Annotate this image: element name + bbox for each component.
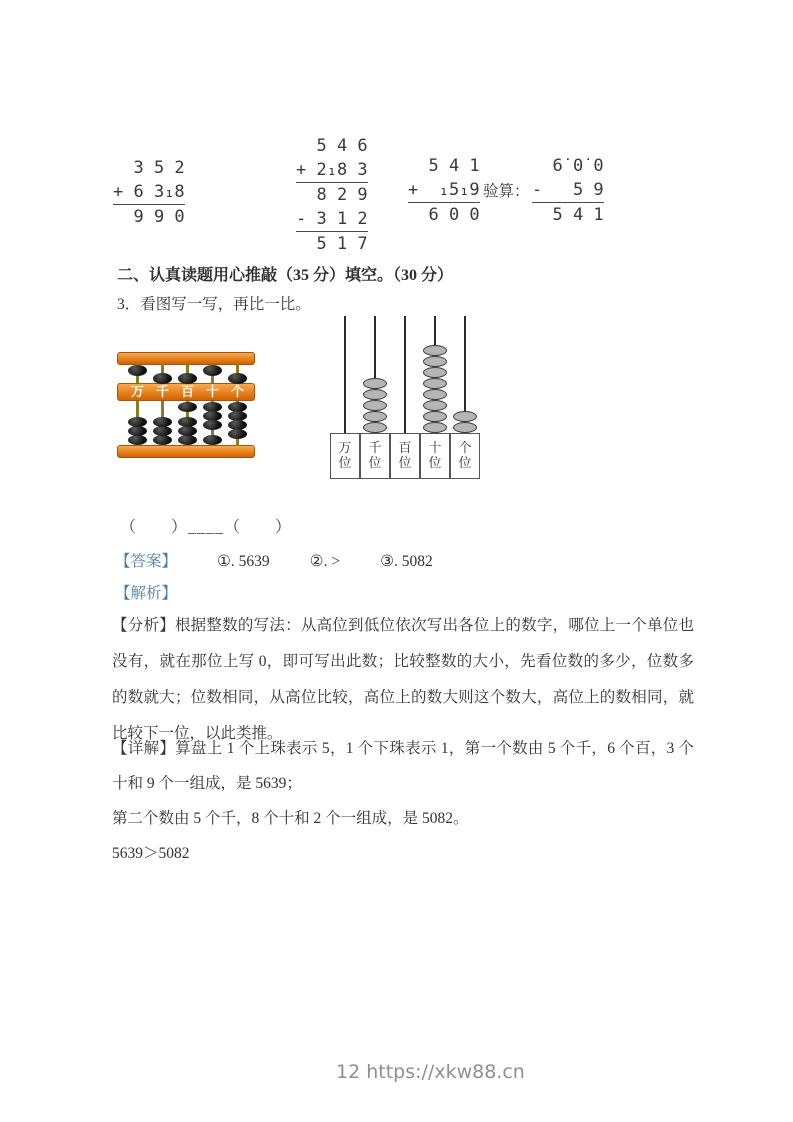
rack-rod: [404, 316, 406, 433]
place-value-box-1: [330, 433, 360, 479]
arithmetic-row: + 2₁8 3: [296, 158, 368, 183]
arithmetic-row: 5 1 7: [296, 234, 368, 254]
beam-label-1: 万: [130, 384, 144, 399]
lower-bead-rest: [203, 435, 222, 445]
place-value-box-char: 十: [428, 440, 442, 455]
answer-label: 【答案】: [115, 553, 178, 570]
beam-label-5: 个: [230, 384, 244, 399]
rack-bead: [423, 389, 447, 400]
arithmetic-row: + ₁5₁9: [408, 178, 480, 203]
place-value-box-char: 位: [458, 455, 472, 470]
beam-label-3: 百: [180, 384, 194, 399]
place-value-box-5: [450, 433, 480, 479]
beam-label-2: 千: [155, 384, 169, 399]
section-heading: 二、认真读题用心推敲（35 分）填空。（30 分）: [117, 267, 454, 284]
arithmetic-row: 5 4 6: [296, 136, 368, 156]
place-value-box-char: 位: [338, 455, 352, 470]
vertical-arithmetic-352-plus-638: [113, 156, 185, 229]
rack-rod: [344, 316, 346, 433]
lower-bead-rest: [128, 426, 147, 436]
rack-bead: [423, 400, 447, 411]
detail-line: 第二个数由 5 个千，8 个十和 2 个一组成，是 5082。: [112, 810, 469, 827]
arithmetic-row: 8 2 9: [296, 185, 368, 205]
vertical-arithmetic-600-minus-59-check: [532, 154, 604, 227]
suanpan-abacus-image: [117, 352, 255, 459]
lower-bead-up: [228, 429, 247, 439]
upper-bead: [153, 373, 172, 384]
detail-line: 【详解】算盘上 1 个上珠表示 5，1 个下珠表示 1，第一个数由 5 个千，6 个百，3 个十和 9 个一组成，是 5639；: [112, 740, 694, 792]
rack-bead: [423, 356, 447, 367]
place-value-rack-image: [330, 316, 482, 480]
rack-bead: [453, 422, 477, 433]
vertical-arithmetic-541-plus-59: [408, 154, 480, 227]
place-value-box-char: 位: [428, 455, 442, 470]
place-value-box-char: 个: [458, 440, 472, 455]
arithmetic-row: - 5 9: [532, 178, 604, 203]
answer-item-3: ③. 5082: [380, 553, 433, 570]
arithmetic-row: 5 4 1: [408, 156, 480, 176]
lower-bead-rest: [153, 417, 172, 427]
abacus-bottom-bar: [117, 445, 255, 458]
place-value-box-char: 位: [368, 455, 382, 470]
analysis-paragraph: 【分析】根据整数的写法：从高位到低位依次写出各位上的数字，哪位上一个单位也没有，就在那位上写 0，即可写出此数；比较整数的大小，先看位数的多少，位数多的数就大；位数相同，从高位比较，高位上的数大则这个数大，高位上的数相同，就比较下一位，以此类推。: [112, 617, 694, 742]
lower-bead-rest: [128, 435, 147, 445]
rack-bead: [363, 400, 387, 411]
rack-bead: [423, 345, 447, 356]
detail-section: [112, 731, 694, 871]
footer-page-url: 12 https://xkw88.cn: [336, 1061, 525, 1083]
vertical-arithmetic-546-plus-283-minus-312: [296, 134, 368, 256]
arithmetic-row: + 6 3₁8: [113, 180, 185, 205]
arithmetic-row: 6̇ 0̇ 0: [532, 156, 604, 176]
upper-bead: [228, 373, 247, 384]
rack-bead: [363, 389, 387, 400]
rack-bead: [423, 411, 447, 422]
upper-bead: [128, 365, 147, 376]
place-value-box-2: [360, 433, 390, 479]
place-value-box-char: 位: [398, 455, 412, 470]
rack-bead: [453, 411, 477, 422]
rack-bead: [363, 378, 387, 389]
lower-bead-up: [178, 402, 197, 412]
place-value-box-4: [420, 433, 450, 479]
answer-row: [115, 549, 433, 571]
arithmetic-row: 6 0 0: [408, 205, 480, 225]
arithmetic-row: - 3 1 2: [296, 207, 368, 232]
verification-label: 验算：: [483, 183, 530, 200]
lower-bead-rest: [153, 426, 172, 436]
question-title: 3．看图写一写，再比一比。: [117, 296, 311, 313]
answer-blank-line: （ ）____（ ）: [120, 519, 293, 536]
place-value-box-char: 千: [368, 440, 382, 455]
upper-bead: [178, 373, 197, 384]
arithmetic-row: 9 9 0: [113, 207, 185, 227]
rack-bead: [423, 378, 447, 389]
answer-item-2: ②. >: [309, 553, 341, 570]
analysis-section-label: 【解析】: [115, 585, 178, 602]
rack-bead: [363, 422, 387, 433]
detail-line: 5639＞5082: [112, 845, 190, 862]
lower-bead-rest: [128, 417, 147, 427]
answer-item-1: ①. 5639: [217, 553, 270, 570]
place-value-box-char: 百: [398, 440, 412, 455]
lower-bead-rest: [178, 435, 197, 445]
lower-bead-rest: [178, 426, 197, 436]
lower-bead-rest: [178, 417, 197, 427]
arithmetic-row: 5 4 1: [532, 205, 604, 225]
place-value-box-3: [390, 433, 420, 479]
lower-bead-up: [203, 420, 222, 430]
arithmetic-row: 3 5 2: [113, 158, 185, 178]
upper-bead: [203, 365, 222, 376]
place-value-box-char: 万: [338, 440, 352, 455]
rack-bead: [363, 411, 387, 422]
beam-label-4: 十: [205, 384, 219, 399]
lower-bead-rest: [153, 435, 172, 445]
rack-bead: [423, 422, 447, 433]
rack-bead: [423, 367, 447, 378]
